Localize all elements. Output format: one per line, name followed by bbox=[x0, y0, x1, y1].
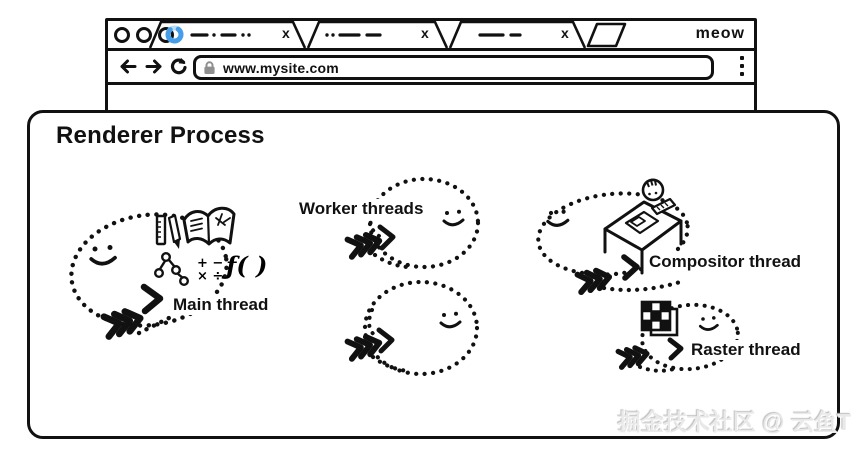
ruler-pencil-icon bbox=[157, 216, 180, 250]
tab-2-title-squiggle bbox=[325, 33, 380, 36]
fast-chevrons-icon bbox=[348, 334, 382, 359]
back-icon[interactable] bbox=[118, 58, 138, 75]
loading-spinner-icon bbox=[165, 25, 184, 44]
watermark: 掘金技术社区 @ 云鱼T bbox=[617, 409, 851, 435]
compositor-thread-label: Compositor thread bbox=[646, 252, 804, 272]
menu-dot bbox=[740, 72, 744, 76]
lock-icon bbox=[203, 61, 216, 75]
main-thread-label: Main thread bbox=[170, 295, 271, 315]
tab-strip bbox=[108, 21, 754, 51]
tabs-outline bbox=[108, 21, 754, 48]
math-symbols-icon: + − bbox=[197, 256, 224, 271]
tab-1-close-icon[interactable]: x bbox=[282, 25, 290, 41]
smiley-face-icon bbox=[441, 312, 460, 327]
menu-dot bbox=[740, 56, 744, 60]
smiley-face-icon bbox=[91, 245, 115, 264]
tab-3-close-icon[interactable]: x bbox=[561, 25, 569, 41]
main-thread-loop bbox=[64, 205, 267, 337]
dotted-trail bbox=[640, 367, 677, 371]
smiley-face-icon bbox=[700, 316, 717, 329]
raster-thread-label: Raster thread bbox=[688, 340, 804, 360]
worker-thread-2-loop bbox=[348, 282, 477, 374]
raster-thread-loop bbox=[618, 301, 740, 373]
smiley-face-icon bbox=[444, 210, 463, 225]
worker-thread-1-loop bbox=[348, 179, 478, 267]
loop-arrowhead-icon bbox=[144, 287, 160, 311]
threads-diagram bbox=[27, 110, 841, 440]
address-bar[interactable] bbox=[193, 55, 714, 80]
renderer-process-title: Renderer Process bbox=[56, 122, 265, 149]
tab-1-title-squiggle bbox=[192, 33, 251, 36]
window-control-icon[interactable] bbox=[136, 27, 152, 43]
dotted-spiral bbox=[369, 310, 378, 338]
url-text: www.mysite.com bbox=[223, 59, 339, 76]
loop-arrowhead-icon bbox=[624, 257, 637, 278]
function-icon: ƒ( ) bbox=[226, 251, 268, 280]
menu-dot bbox=[740, 64, 744, 68]
window-control-icon[interactable] bbox=[114, 27, 130, 43]
loop-arrowhead-icon bbox=[670, 340, 681, 358]
dotted-trail bbox=[139, 317, 171, 333]
book-icon bbox=[184, 208, 234, 244]
dotted-trail bbox=[604, 282, 680, 290]
nav-row bbox=[108, 51, 754, 85]
forward-icon[interactable] bbox=[144, 58, 164, 75]
worker-threads-label: Worker threads bbox=[296, 199, 426, 219]
fast-chevrons-icon bbox=[348, 232, 382, 257]
browser-window bbox=[105, 18, 757, 120]
loop-arrowhead-icon bbox=[380, 227, 393, 248]
tab-2-close-icon[interactable]: x bbox=[421, 25, 429, 41]
tree-diagram-icon bbox=[155, 253, 188, 285]
browser-menu-icon[interactable] bbox=[740, 56, 744, 76]
fast-chevrons-icon bbox=[618, 346, 648, 368]
browser-viewport bbox=[108, 85, 754, 111]
new-tab-button[interactable] bbox=[588, 24, 625, 46]
browser-brand: meow bbox=[695, 25, 745, 42]
compositor-thread-loop bbox=[534, 180, 692, 293]
math-symbols-icon: × ÷ bbox=[197, 269, 224, 284]
reload-icon[interactable] bbox=[169, 58, 189, 75]
